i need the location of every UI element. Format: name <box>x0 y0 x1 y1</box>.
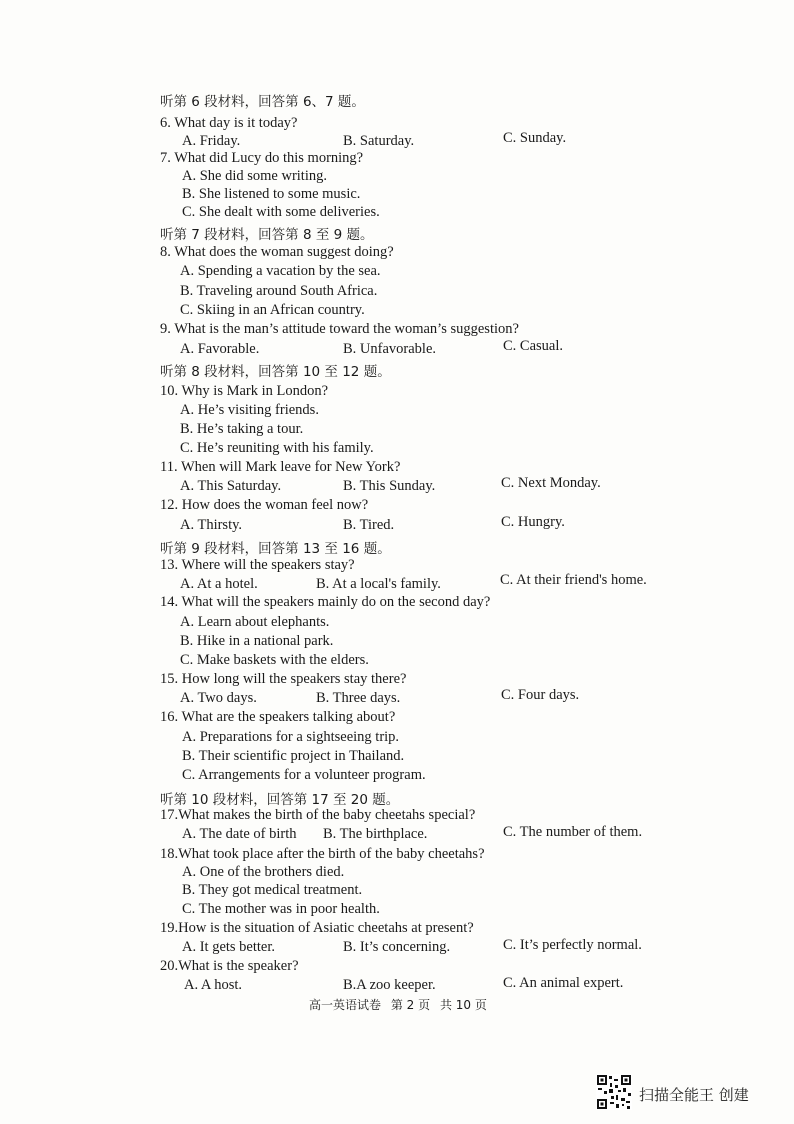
q15-option-a: A. Two days. <box>180 690 257 706</box>
question-17: 17.What makes the birth of the baby cheetahs special? <box>160 807 476 823</box>
q8-option-a: A. Spending a vacation by the sea. <box>180 263 381 279</box>
q18-option-c: C. The mother was in poor health. <box>182 901 380 917</box>
q7-option-b: B. She listened to some music. <box>182 186 361 202</box>
question-13: 13. Where will the speakers stay? <box>160 557 355 573</box>
q7-option-c: C. She dealt with some deliveries. <box>182 204 380 220</box>
q19-option-c: C. It’s perfectly normal. <box>503 937 642 953</box>
q15-option-b: B. Three days. <box>316 690 401 706</box>
q12-option-a: A. Thirsty. <box>180 517 243 533</box>
scanner-watermark: 扫描全能王 创建 <box>639 1086 749 1104</box>
q13-option-b: B. At a local's family. <box>316 576 441 592</box>
q13-option-a: A. At a hotel. <box>180 576 258 592</box>
question-9: 9. What is the man’s attitude toward the woman’s suggestion? <box>160 321 519 337</box>
q17-option-b: B. The birthplace. <box>323 826 428 842</box>
q20-option-b: B.A zoo keeper. <box>343 977 436 993</box>
question-15: 15. How long will the speakers stay there? <box>160 671 407 687</box>
q12-option-b: B. Tired. <box>343 517 395 533</box>
question-11: 11. When will Mark leave for New York? <box>160 459 401 475</box>
q20-option-a: A. A host. <box>184 977 243 993</box>
question-16: 16. What are the speakers talking about? <box>160 709 396 725</box>
q15-option-c: C. Four days. <box>501 687 580 703</box>
q9-option-c: C. Casual. <box>503 338 564 354</box>
q19-option-a: A. It gets better. <box>182 939 276 955</box>
section-header-10: 听第 10 段材料，回答第 17 至 20 题。 <box>160 792 400 808</box>
question-6: 6. What day is it today? <box>160 115 298 131</box>
q16-option-a: A. Preparations for a sightseeing trip. <box>182 729 400 745</box>
q13-option-c: C. At their friend's home. <box>500 572 647 588</box>
q20-option-c: C. An animal expert. <box>503 975 624 991</box>
question-18: 18.What took place after the birth of the baby cheetahs? <box>160 846 485 862</box>
q8-option-c: C. Skiing in an African country. <box>180 302 365 318</box>
q10-option-c: C. He’s reuniting with his family. <box>180 440 374 456</box>
qr-code-icon <box>596 1074 632 1110</box>
q18-option-b: B. They got medical treatment. <box>182 882 363 898</box>
question-20: 20.What is the speaker? <box>160 958 299 974</box>
q14-option-a: A. Learn about elephants. <box>180 614 330 630</box>
q12-option-c: C. Hungry. <box>501 514 565 530</box>
section-header-8: 听第 8 段材料，回答第 10 至 12 题。 <box>160 364 391 380</box>
footer-exam-name: 高一英语试卷 <box>309 998 382 1012</box>
question-7: 7. What did Lucy do this morning? <box>160 150 364 166</box>
q9-option-a: A. Favorable. <box>180 341 260 357</box>
question-8: 8. What does the woman suggest doing? <box>160 244 394 260</box>
question-14: 14. What will the speakers mainly do on the second day? <box>160 594 491 610</box>
q18-option-a: A. One of the brothers died. <box>182 864 345 880</box>
q10-option-a: A. He’s visiting friends. <box>180 402 319 418</box>
q16-option-b: B. Their scientific project in Thailand. <box>182 748 405 764</box>
q6-option-c: C. Sunday. <box>503 130 567 146</box>
q11-option-c: C. Next Monday. <box>501 475 601 491</box>
section-header-7: 听第 7 段材料，回答第 8 至 9 题。 <box>160 227 374 243</box>
question-19: 19.How is the situation of Asiatic cheetahs at present? <box>160 920 474 936</box>
q16-option-c: C. Arrangements for a volunteer program. <box>182 767 426 783</box>
q11-option-a: A. This Saturday. <box>180 478 282 494</box>
q6-option-a: A. Friday. <box>182 133 241 149</box>
q6-option-b: B. Saturday. <box>343 133 415 149</box>
q19-option-b: B. It’s concerning. <box>343 939 451 955</box>
section-header-9: 听第 9 段材料，回答第 13 至 16 题。 <box>160 541 391 557</box>
q7-option-a: A. She did some writing. <box>182 168 327 184</box>
q9-option-b: B. Unfavorable. <box>343 341 437 357</box>
footer-page-number: 第 2 页 <box>390 998 431 1012</box>
section-header-6: 听第 6 段材料，回答第 6、7 题。 <box>160 94 365 110</box>
q14-option-b: B. Hike in a national park. <box>180 633 334 649</box>
q17-option-c: C. The number of them. <box>503 824 643 840</box>
q8-option-b: B. Traveling around South Africa. <box>180 283 378 299</box>
question-12: 12. How does the woman feel now? <box>160 497 369 513</box>
q10-option-b: B. He’s taking a tour. <box>180 421 304 437</box>
q14-option-c: C. Make baskets with the elders. <box>180 652 369 668</box>
page-footer <box>309 996 493 1013</box>
q11-option-b: B. This Sunday. <box>343 478 436 494</box>
question-10: 10. Why is Mark in London? <box>160 383 329 399</box>
q17-option-a: A. The date of birth <box>182 826 297 842</box>
footer-total-pages: 共 10 页 <box>439 998 487 1012</box>
